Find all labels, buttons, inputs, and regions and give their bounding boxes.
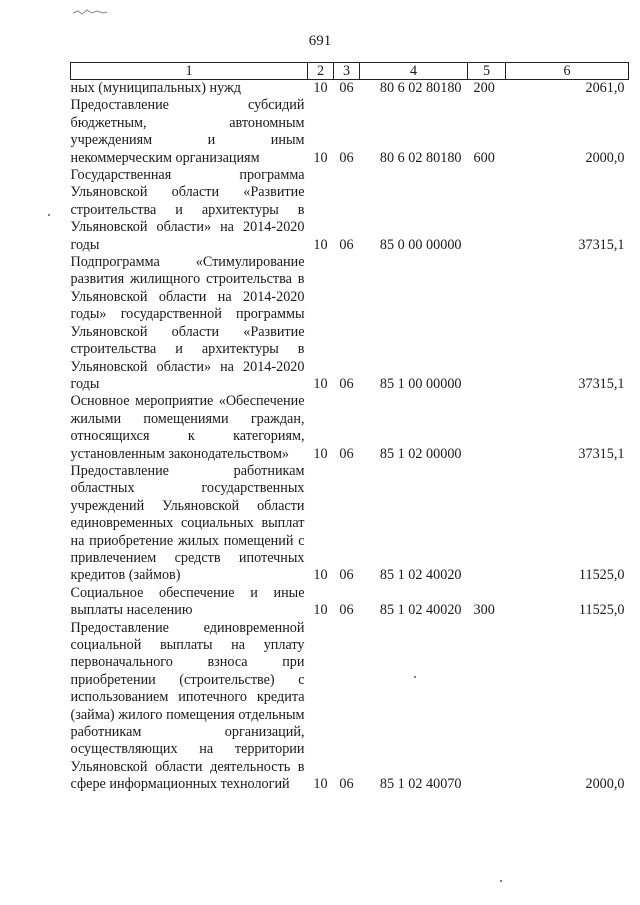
- row-amount: 2061,0: [585, 80, 625, 96]
- row-expense-type: 600: [473, 149, 495, 166]
- table-row: [71, 585, 629, 620]
- row-description: Подпрограмма «Стимулирование развития жилищного строительства в Ульяновской области на 2014-2020 годы» государственной программы Ульяновской области «Развитие строительства и архитектуры в Ульяновской области» на 2014-2020 годы: [70, 254, 305, 392]
- budget-table: [70, 62, 629, 794]
- row-description: Предоставление единовременной социальной выплаты на уплату первоначального взноса при приобретении (строительстве) с использованием ипотечного кредита (займа) жилого помещения отдельным работникам организаций, осуществляющих на территории Ульяновской области деятельность в сфере информационных технологий: [70, 619, 305, 793]
- row-amount: 37315,1: [578, 375, 625, 392]
- column-header: 1: [71, 63, 308, 80]
- row-subsection: 06: [339, 567, 354, 584]
- table-row: [71, 167, 629, 254]
- row-section: 10: [313, 236, 328, 253]
- scan-artifact-icon: [72, 8, 108, 16]
- row-target-code: 85 1 02 40020: [379, 602, 462, 619]
- table-row: [71, 97, 629, 167]
- row-expense-type: [468, 254, 506, 393]
- table-row: [71, 620, 629, 794]
- row-subsection: 06: [339, 375, 354, 392]
- row-subsection: 06: [339, 602, 354, 619]
- row-expense-type: 200: [473, 80, 495, 96]
- row-section: 10: [313, 567, 328, 584]
- row-target-code: 85 1 00 00000: [379, 375, 462, 392]
- column-header: 6: [506, 63, 629, 80]
- row-amount: 37315,1: [578, 445, 625, 462]
- scan-speck: [48, 214, 50, 216]
- row-amount: 11525,0: [578, 567, 625, 584]
- row-expense-type: [468, 463, 506, 585]
- column-header: 2: [308, 63, 334, 80]
- row-amount: 11525,0: [578, 602, 625, 619]
- row-target-code: 85 1 02 00000: [379, 445, 462, 462]
- row-target-code: 85 1 02 40020: [379, 567, 462, 584]
- table-row: [71, 393, 629, 463]
- row-section: 10: [313, 375, 328, 392]
- table-row: [71, 80, 629, 98]
- row-subsection: 06: [339, 80, 354, 96]
- row-target-code: 80 6 02 80180: [379, 149, 462, 166]
- row-section: 10: [313, 602, 328, 619]
- row-subsection: 06: [339, 236, 354, 253]
- row-expense-type: [468, 620, 506, 794]
- table-row: [71, 254, 629, 393]
- column-header: 3: [334, 63, 360, 80]
- row-target-code: 85 0 00 00000: [379, 236, 462, 253]
- row-target-code: 85 1 02 40070: [379, 776, 462, 793]
- row-description: Государственная программа Ульяновской области «Развитие строительства и архитектуры в Ульяновской области» на 2014-2020 годы: [70, 167, 305, 253]
- row-amount: 2000,0: [585, 149, 625, 166]
- column-header: 5: [468, 63, 506, 80]
- page-number: 691: [308, 33, 332, 49]
- row-target-code: 80 6 02 80180: [379, 80, 462, 96]
- row-expense-type: [468, 393, 506, 463]
- row-amount: 2000,0: [585, 776, 625, 793]
- row-description: ных (муниципальных) нужд: [70, 80, 242, 96]
- row-description: Предоставление субсидий бюджетным, автономным учреждениям и иным некоммерческим организациям: [70, 97, 305, 166]
- row-section: 10: [313, 80, 328, 96]
- scan-speck: [414, 676, 416, 678]
- row-amount: 37315,1: [578, 236, 625, 253]
- row-section: 10: [313, 776, 328, 793]
- row-subsection: 06: [339, 149, 354, 166]
- row-description: Предоставление работникам областных государственных учреждений Ульяновской области единовременных социальных выплат на приобретение жилых помещений с привлечением средств ипотечных кредитов (займов): [70, 462, 305, 584]
- row-subsection: 06: [339, 445, 354, 462]
- row-expense-type: [468, 167, 506, 254]
- column-header: 4: [360, 63, 468, 80]
- table-header-row: [71, 63, 629, 80]
- table-row: [71, 463, 629, 585]
- row-section: 10: [313, 149, 328, 166]
- scan-speck: [500, 880, 502, 882]
- row-description: Основное мероприятие «Обеспечение жилыми помещениями граждан, относящихся к категориям, установленным законодательством»: [70, 393, 305, 462]
- row-subsection: 06: [339, 776, 354, 793]
- row-description: Социальное обеспечение и иные выплаты населению: [70, 584, 305, 619]
- row-section: 10: [313, 445, 328, 462]
- row-expense-type: 300: [473, 602, 495, 619]
